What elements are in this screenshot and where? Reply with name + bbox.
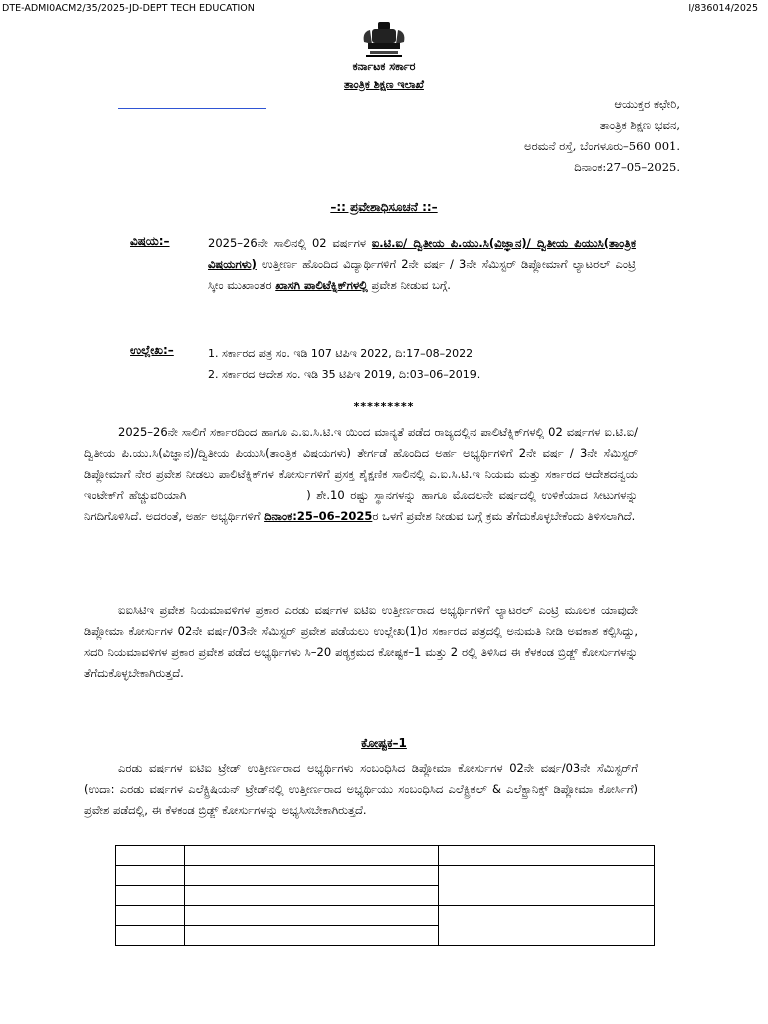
paragraph-1: 2025–26ನೇ ಸಾಲಿಗೆ ಸರ್ಕಾರದಿಂದ ಹಾಗೂ ಎ.ಐ.ಸಿ.ಟಿ.ಇ ಯಿಂದ ಮಾನ್ಯತೆ ಪಡೆದ ರಾಜ್ಯದಲ್ಲಿನ ಪಾಲಿಟೆಕ್ನಿಕ್‌ಗಳಲ್ಲಿ 02 ವರ್ಷಗಳ ಐ.ಟಿ.ಐ/ದ್ವಿತೀಯ ಪಿ.ಯು.ಸಿ(ವಿಜ್ಞಾನ)/ದ್ವಿತೀಯ ಪಿಯುಸಿ(ತಾಂತ್ರಿಕ ವಿಷಯಗಳು) ತೇರ್ಗಡೆ ಹೊಂದಿದ ಅರ್ಹ ಅಭ್ಯರ್ಥಿಗಳಿಗೆ 2ನೇ ವರ್ಷ / 3ನೇ ಸೆಮಿಸ್ಟರ್ ಡಿಪ್ಲೋಮಾಗೆ ನೇರ ಪ್ರವೇಶ ನೀಡಲು ಪಾಲಿಟೆಕ್ನಿಕ್‌ಗಳ ಕೋರ್ಸುಗಳಿಗೆ ಪ್ರಸಕ್ತ ಶೈಕ್ಷಣಿಕ ಸಾಲಿನಲ್ಲಿ ಎ.ಐ.ಸಿ.ಟಿ.ಇ ನಿಯಮ ಮತ್ತು ಸರ್ಕಾರದ ಆದೇಶದನ್ವಯ ಇಂಟೇಕ್‌ಗೆ ಹೆಚ್ಚುವರಿಯಾಗಿ ) ಶೇ.10 ರಷ್ಟು ಸ್ಥಾನಗಳನ್ನು ಹಾಗೂ ಮೊದಲನೇ ವರ್ಷದಲ್ಲಿ ಉಳಿಕೆಯಾದ ಸೀಟುಗಳನ್ನು ನಿಗದಿಗೊಳಿಸಿದೆ. ಅದರಂತೆ, ಅರ್ಹ ಅಭ್ಯರ್ಥಿಗಳಿಗೆ ದಿನಾಂಕ:25–06–2025ರ ಒಳಗೆ ಪ್ರವೇಶ ನೀಡುವ ಬಗ್ಗೆ ಕ್ರಮ ತೆಗೆದುಕೊಳ್ಳಬೇಕೆಂದು ತಿಳಿಸಲಾಗಿದೆ.: [84, 425, 638, 523]
reference-item-2: 2. ಸರ್ಕಾರದ ಆದೇಶ ಸಂ. ಇಡಿ 35 ಟಿಪಿಇ 2019, ದಿ:03–06–2019.: [208, 368, 481, 381]
table-row: [116, 846, 655, 866]
address-line-1: ಆಯುಕ್ತರ ಕಛೇರಿ,: [614, 97, 680, 111]
paragraph-2: ಐಐಸಿಟಿಇ ಪ್ರವೇಶ ನಿಯಮಾವಳಿಗಳ ಪ್ರಕಾರ ಎರಡು ವರ್ಷಗಳ ಐಟಿಐ ಉತ್ತೀರ್ಣರಾದ ಅಭ್ಯರ್ಥಿಗಳಿಗೆ ಲ್ಯಾಟರಲ್ ಎಂಟ್ರಿ ಮೂಲಕ ಯಾವುದೇ ಡಿಪ್ಲೋಮಾ ಕೋರ್ಸುಗಳ 02ನೇ ವರ್ಷ/03ನೇ ಸೆಮಿಸ್ಟರ್ ಪ್ರವೇಶ ಪಡೆಯಲು ಉಲ್ಲೇಖ(1)ರ ಸರ್ಕಾರದ ಪತ್ರದಲ್ಲಿ ಅನುಮತಿ ನೀಡಿ ಅವಕಾಶ ಕಲ್ಪಿಸಿದ್ದು, ಸದರಿ ನಿಯಮಾವಳಿಗಳ ಪ್ರಕಾರ ಪ್ರವೇಶ ಪಡೆದ ಅಭ್ಯರ್ಥಿಗಳು ಸಿ–20 ಪಠ್ಯಕ್ರಮದ ಕೋಷ್ಟಕ–1 ಮತ್ತು 2 ರಲ್ಲಿ ತಿಳಿಸಿದ ಈ ಕೆಳಕಂಡ ಬ್ರಿಡ್ಜ್ ಕೋರ್ಸುಗಳನ್ನು ತೆಗೆದುಕೊಳ್ಳಬೇಕಾಗಿರುತ್ತದೆ.: [84, 603, 638, 680]
subject-text: 2025–26ನೇ ಸಾಲಿನಲ್ಲಿ 02 ವರ್ಷಗಳ ಐ.ಟಿ.ಐ/ ದ್ವಿತೀಯ ಪಿ.ಯು.ಸಿ(ವಿಜ್ಞಾನ)/ ದ್ವಿತೀಯ ಪಿಯುಸಿ(ತಾಂತ್ರಿಕ ವಿಷಯಗಳು) ಉತ್ತೀರ್ಣ ಹೊಂದಿದ ವಿದ್ಯಾರ್ಥಿಗಳಿಗೆ 2ನೇ ವರ್ಷ / 3ನೇ ಸೆಮಿಸ್ಟರ್ ಡಿಪ್ಲೋಮಾಗೆ ಲ್ಯಾಟರಲ್ ಎಂಟ್ರಿ ಸ್ಕೀಂ ಮುಖಾಂತರ ಖಾಸಗಿ ಪಾಲಿಟೆಕ್ನಿಕ್‌ಗಳಲ್ಲಿ ಪ್ರವೇಶ ನೀಡುವ ಬಗ್ಗೆ.: [208, 236, 636, 292]
table-cell: [116, 866, 185, 886]
table-cell: [185, 866, 439, 886]
department-name: ತಾಂತ್ರಿಕ ಶಿಕ್ಷಣ ಇಲಾಖೆ: [344, 78, 424, 91]
address-line-2: ತಾಂತ್ರಿಕ ಶಿಕ್ಷಣ ಭವನ,: [599, 118, 680, 132]
letter-date: ದಿನಾಂಕ:27–05–2025.: [574, 160, 680, 174]
table-cell: [116, 886, 185, 906]
address-line-3: ಅರಮನೆ ರಸ್ತೆ, ಬೆಂಗಳೂರು–560 001.: [524, 139, 680, 153]
bridge-course-table: [115, 845, 655, 946]
table-row: [116, 906, 655, 926]
notice-title: –:: ಪ್ರವೇಶಾಧಿಸೂಚನೆ ::–: [330, 200, 438, 214]
table-cell: [439, 906, 655, 946]
table-cell: [116, 846, 185, 866]
table-cell: [185, 846, 439, 866]
table-cell: [116, 926, 185, 946]
reference-number: I/836014/2025: [688, 3, 758, 14]
blue-link-line: [118, 108, 266, 109]
table-cell: [439, 866, 655, 906]
table-cell: [185, 906, 439, 926]
table-cell: [116, 906, 185, 926]
subject-label: ವಿಷಯ:–: [130, 234, 170, 248]
table-cell: [185, 886, 439, 906]
reference-list: [208, 343, 480, 385]
references-label: ಉಲ್ಲೇಖ:–: [130, 343, 174, 357]
separator-stars: *********: [353, 400, 415, 413]
paragraph-3: ಎರಡು ವರ್ಷಗಳ ಐಟಿಐ ಟ್ರೇಡ್ ಉತ್ತೀರ್ಣರಾದ ಅಭ್ಯರ್ಥಿಗಳು ಸಂಬಂಧಿಸಿದ ಡಿಪ್ಲೋಮಾ ಕೋರ್ಸುಗಳ 02ನೇ ವರ್ಷ/03ನೇ ಸೆಮಿಸ್ಟರ್‌ಗೆ (ಉದಾ: ಎರಡು ವರ್ಷಗಳ ಎಲೆಕ್ಟ್ರಿಷಿಯನ್ ಟ್ರೇಡ್‌ನಲ್ಲಿ ಉತ್ತೀರ್ಣರಾದ ಅಭ್ಯರ್ಥಿಯು ಸಂಬಂಧಿಸಿದ ಎಲೆಕ್ಟ್ರಿಕಲ್ & ಎಲೆಕ್ಟ್ರಾನಿಕ್ಸ್ ಡಿಪ್ಲೋಮಾ ಕೋರ್ಸಿಗೆ) ಪ್ರವೇಶ ಪಡೆದಲ್ಲಿ, ಈ ಕೆಳಕಂಡ ಬ್ರಿಡ್ಜ್ ಕೋರ್ಸುಗಳನ್ನು ಅಭ್ಯಸಿಸಬೇಕಾಗಿರುತ್ತದೆ.: [84, 761, 638, 817]
government-name: ಕರ್ನಾಟಕ ಸರ್ಕಾರ: [352, 60, 416, 73]
reference-item-1: 1. ಸರ್ಕಾರದ ಪತ್ರ ಸಂ. ಇಡಿ 107 ಟಿಪಿಇ 2022, ದಿ:17–08–2022: [208, 347, 474, 360]
table-cell: [185, 926, 439, 946]
table-row: [116, 866, 655, 886]
table-title: ಕೋಷ್ಟಕ–1: [361, 736, 407, 750]
table-cell: [439, 846, 655, 866]
state-emblem-icon: [358, 20, 410, 60]
file-number: DTE-ADMI0ACM2/35/2025-JD-DEPT TECH EDUCATION: [2, 3, 255, 14]
